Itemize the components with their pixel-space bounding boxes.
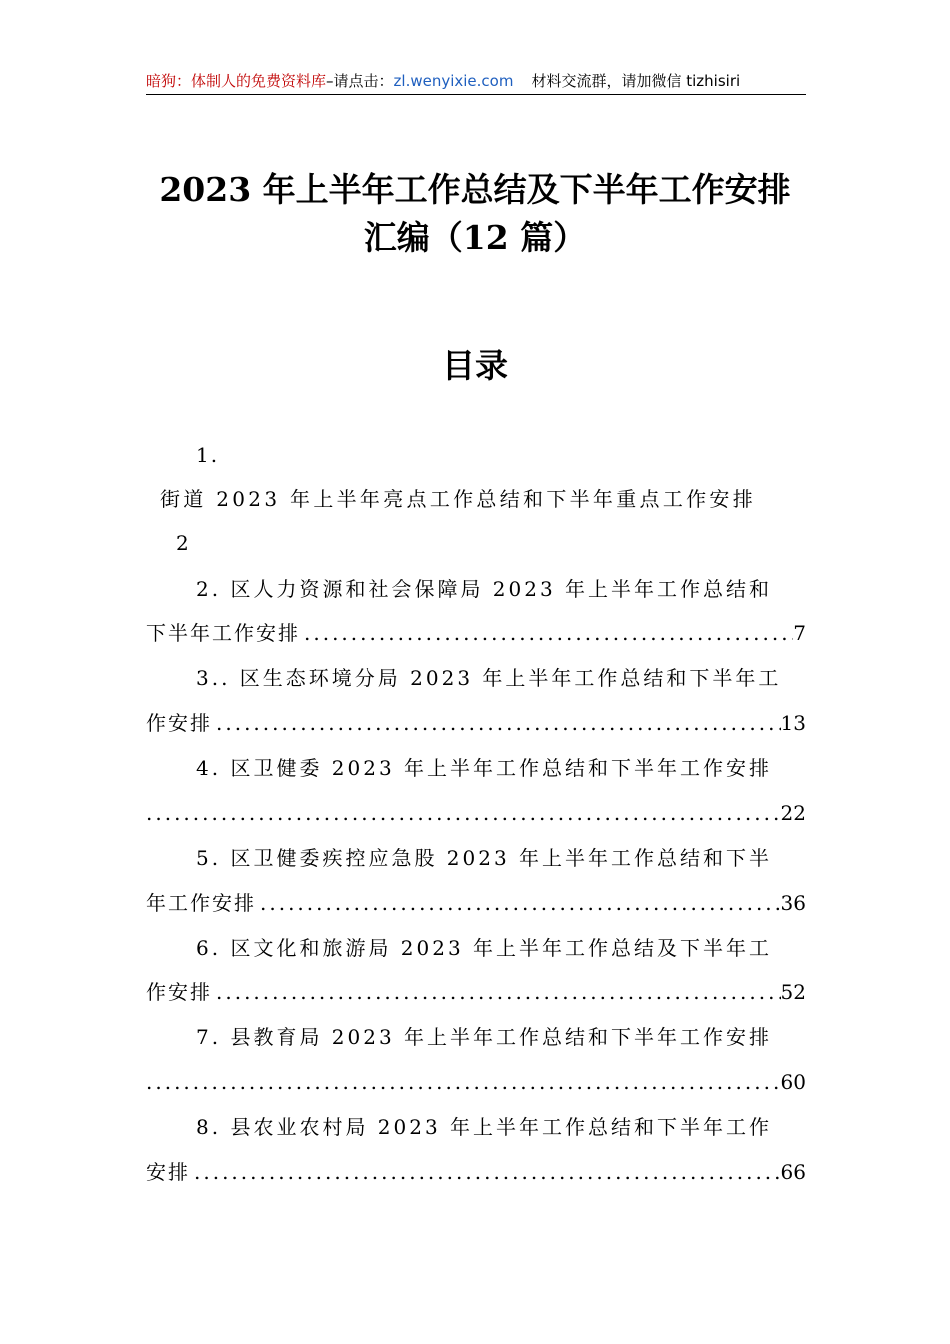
toc-item-8-title-cont: 安排 — [146, 1160, 190, 1184]
document-title-line2: 汇编（12 篇） — [363, 218, 587, 257]
toc-item-5-leader[interactable] — [146, 888, 806, 918]
toc-item-6-dots — [212, 977, 781, 1007]
toc-item-1-title[interactable]: 街道 2023 年上半年亮点工作总结和下半年重点工作安排 — [160, 487, 757, 511]
toc-item-8-page: 66 — [780, 1160, 806, 1184]
toc-item-4-dots — [146, 798, 781, 828]
toc-item-8-leader[interactable] — [146, 1157, 806, 1187]
toc-item-5-page: 36 — [780, 891, 806, 915]
header-wechat-note: 材料交流群，请加微信 tizhisiri — [531, 72, 741, 90]
toc-item-2-title[interactable]: 2. 区人力资源和社会保障局 2023 年上半年工作总结和 — [196, 577, 773, 601]
toc-item-4-title[interactable]: 4. 区卫健委 2023 年上半年工作总结和下半年工作安排 — [196, 756, 773, 780]
header-url-link[interactable]: zl.wenyixie.com — [393, 72, 514, 90]
page-header — [146, 70, 806, 95]
toc-item-2-leader[interactable] — [146, 618, 806, 648]
document-title-line1: 2023 年上半年工作总结及下半年工作安排 — [159, 170, 791, 209]
toc-item-4-leader[interactable] — [146, 798, 806, 828]
toc-item-3-title[interactable]: 3.. 区生态环境分局 2023 年上半年工作总结和下半年工 — [196, 666, 782, 690]
toc-item-6-page: 52 — [780, 980, 806, 1004]
toc-item-8-dots — [190, 1157, 781, 1187]
toc-item-3-title-cont: 作安排 — [146, 711, 212, 735]
toc-item-5-title[interactable]: 5. 区卫健委疾控应急股 2023 年上半年工作总结和下半 — [196, 846, 773, 870]
toc-item-3-leader[interactable] — [146, 708, 806, 738]
toc-item-7-page: 60 — [780, 1070, 806, 1094]
toc-item-6-title[interactable]: 6. 区文化和旅游局 2023 年上半年工作总结及下半年工 — [196, 936, 773, 960]
toc-heading: 目录 — [442, 346, 508, 385]
toc-item-3-dots — [212, 708, 781, 738]
header-click-prompt: –请点击： — [326, 72, 394, 90]
toc-item-1-number[interactable]: 1. — [196, 443, 220, 467]
toc-item-7-leader[interactable] — [146, 1067, 806, 1097]
toc-item-2-title-cont: 下半年工作安排 — [146, 621, 300, 645]
toc-item-1-page: 2 — [176, 531, 191, 555]
header-site-name: 暗狗：体制人的免费资料库 — [146, 72, 327, 90]
toc-item-5-title-cont: 年工作安排 — [146, 891, 256, 915]
toc-item-7-dots — [146, 1067, 781, 1097]
toc-item-6-title-cont: 作安排 — [146, 980, 212, 1004]
toc-item-4-page: 22 — [780, 801, 806, 825]
toc-item-5-dots — [256, 888, 781, 918]
toc-item-2-page: 7 — [793, 621, 806, 645]
toc-item-6-leader[interactable] — [146, 977, 806, 1007]
toc-item-3-page: 13 — [780, 711, 806, 735]
toc-item-8-title[interactable]: 8. 县农业农村局 2023 年上半年工作总结和下半年工作 — [196, 1115, 773, 1139]
toc-item-7-title[interactable]: 7. 县教育局 2023 年上半年工作总结和下半年工作安排 — [196, 1025, 773, 1049]
toc-item-2-dots — [300, 618, 793, 648]
